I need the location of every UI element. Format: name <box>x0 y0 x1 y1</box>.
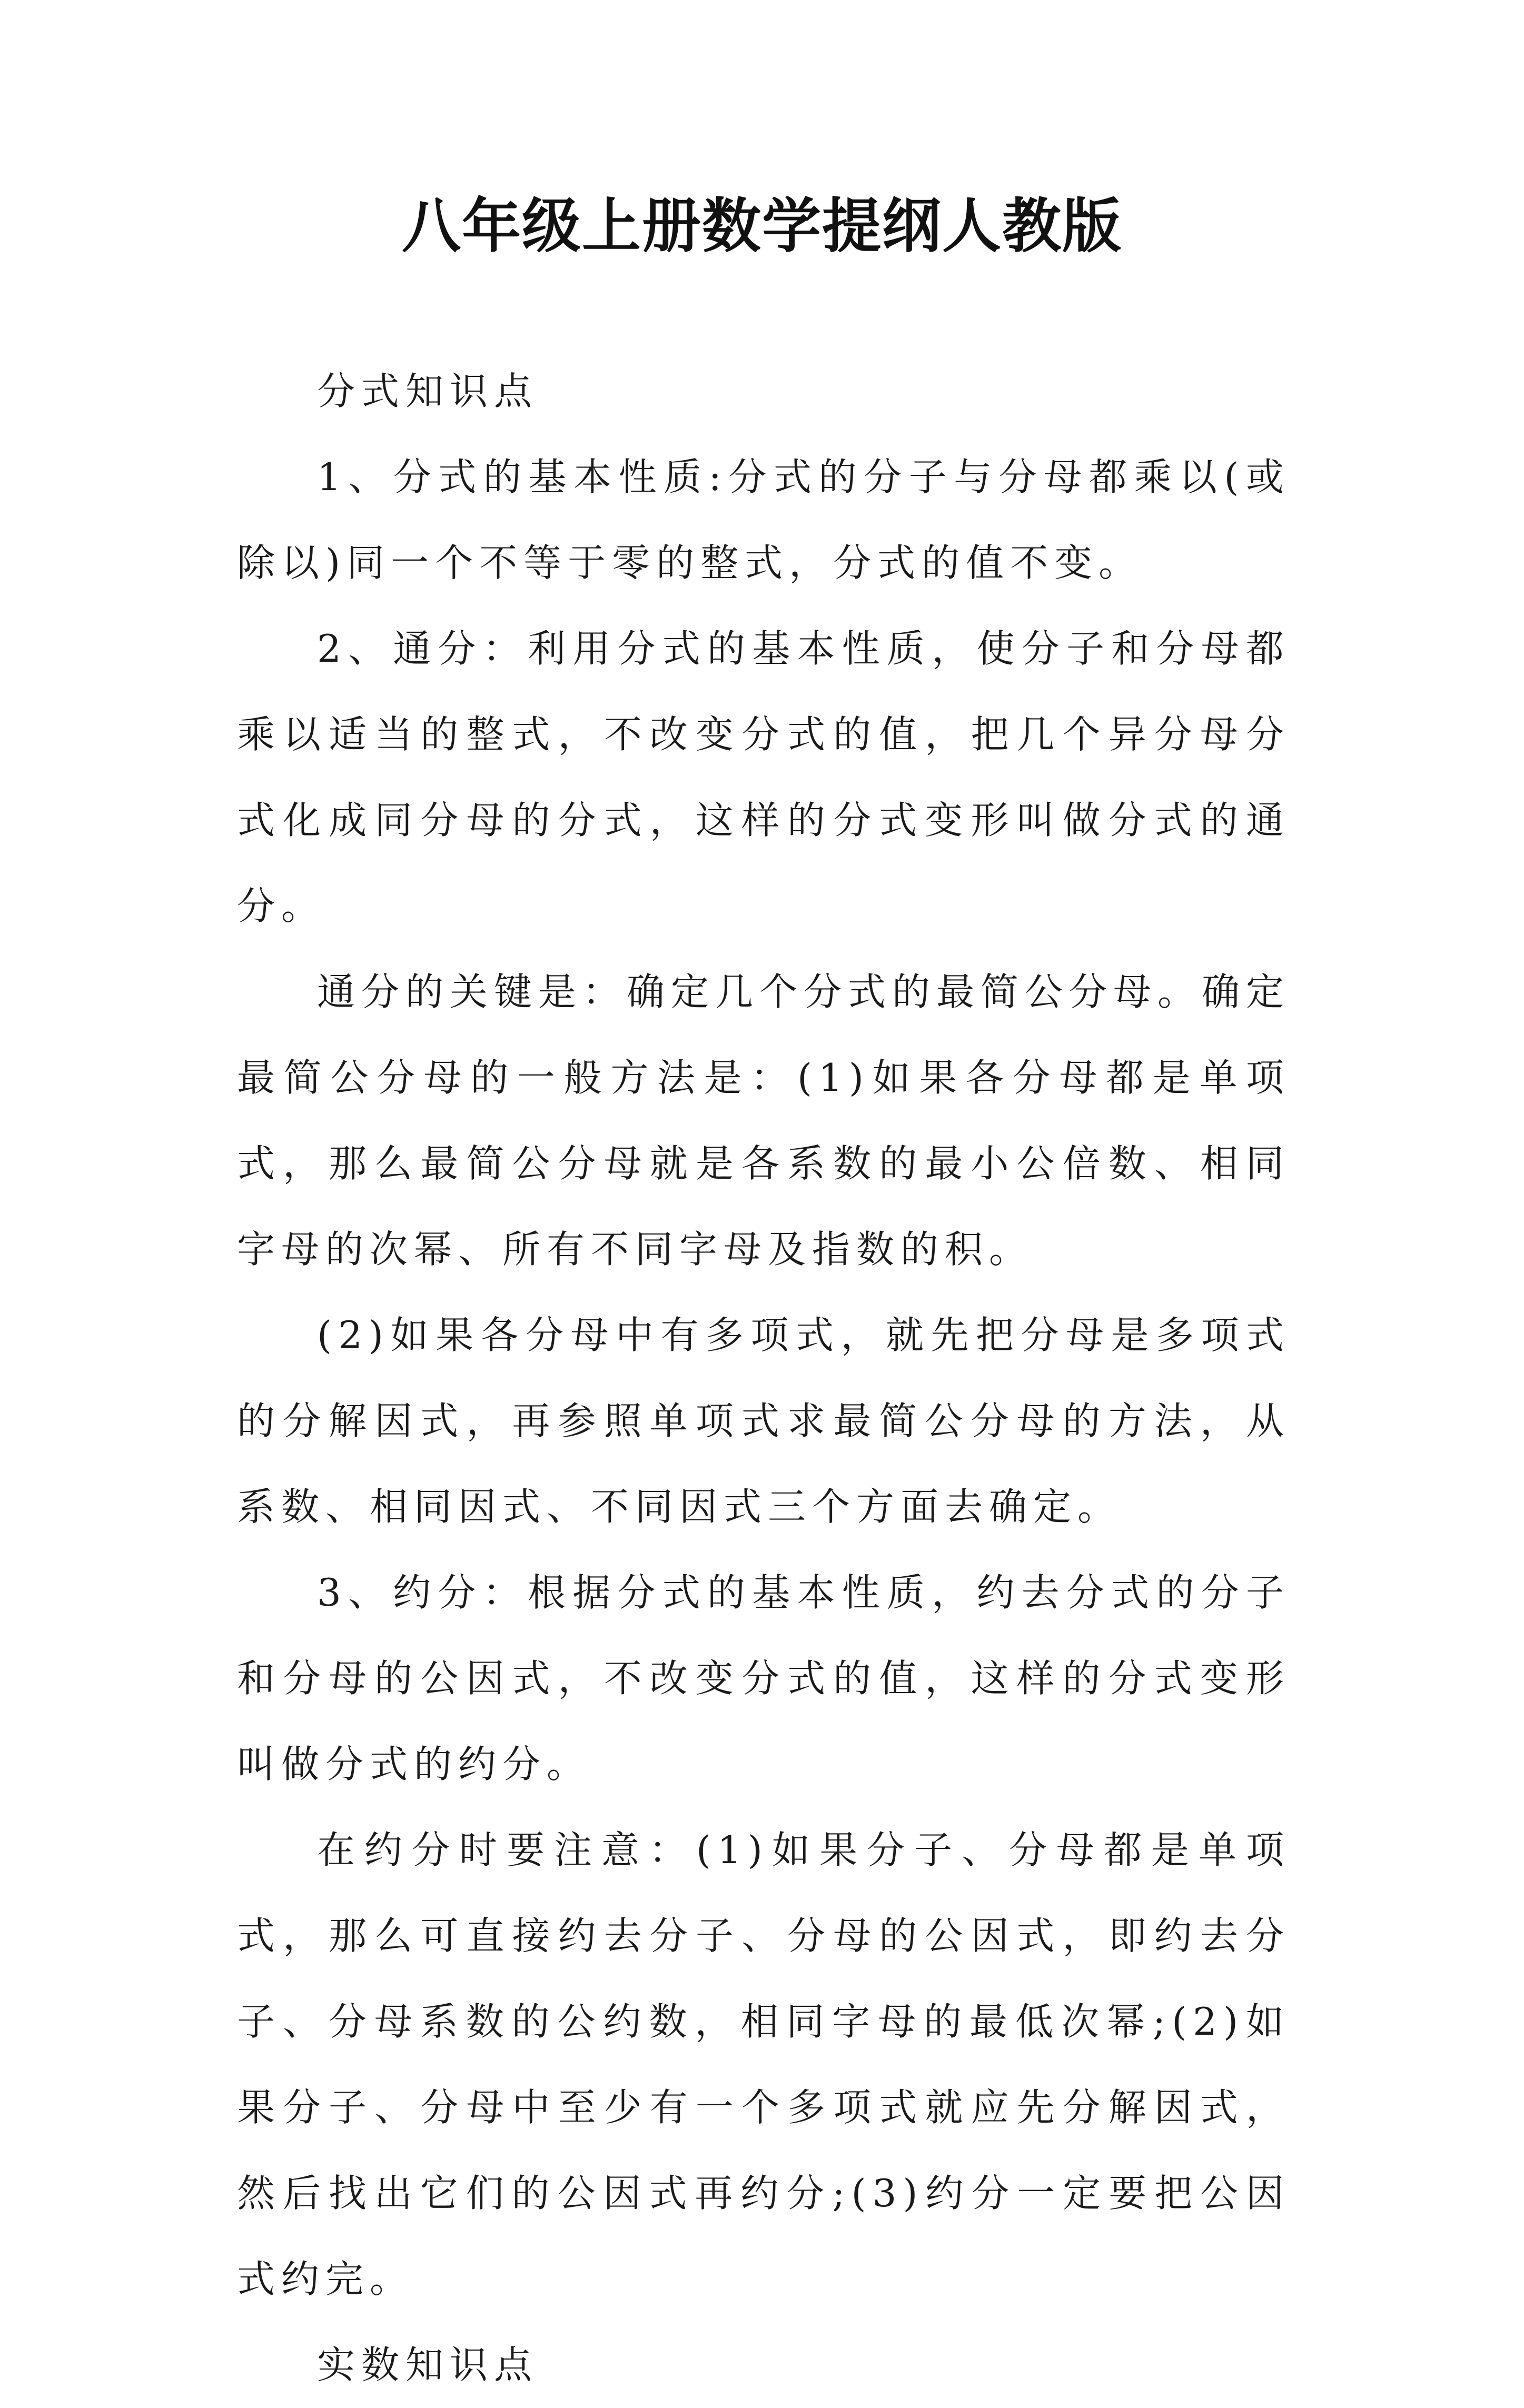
paragraph-lcd-key: 通分的关键是：确定几个分式的最简公分母。确定最简公分母的一般方法是：(1)如果各分母都是单项式，那么最简公分母就是各系数的最小公倍数、相同字母的次幂、所有不同字母及指数的积。 <box>237 970 1291 1271</box>
section-heading-real-numbers: 实数知识点 <box>317 2343 539 2387</box>
document-title: 八年级上册数学提纲人教版 <box>402 192 1122 261</box>
paragraph-common-denominator: 2、通分：利用分式的基本性质，使分子和分母都乘以适当的整式，不改变分式的值，把几个异分母分式化成同分母的分式，这样的分式变形叫做分式的通分。 <box>237 626 1290 928</box>
paragraph-reduction: 3、约分：根据分式的基本性质，约去分式的分子和分母的公因式，不改变分式的值，这样的分式变形叫做分式的约分。 <box>237 1570 1290 1786</box>
paragraph-basic-property: 1、分式的基本性质:分式的分子与分母都乘以(或除以)同一个不等于零的整式，分式的值不变。 <box>237 455 1290 585</box>
paragraph-reduction-notes: 在约分时要注意：(1)如果分子、分母都是单项式，那么可直接约去分子、分母的公因式，即约去分子、分母系数的公约数，相同字母的最低次幂;(2)如果分子、分母中至少有一个多项式就应先分解因式，然后找出它们的公因式再约分;(3)约分一定要把公因式约完。 <box>237 1828 1290 2301</box>
document-body <box>237 349 1290 2408</box>
section-heading-fractions: 分式知识点 <box>317 369 539 413</box>
paragraph-lcd-polynomial: (2)如果各分母中有多项式，就先把分母是多项式的分解因式，再参照单项式求最简公分母的方法，从系数、相同因式、不同因式三个方面去确定。 <box>237 1313 1290 1529</box>
